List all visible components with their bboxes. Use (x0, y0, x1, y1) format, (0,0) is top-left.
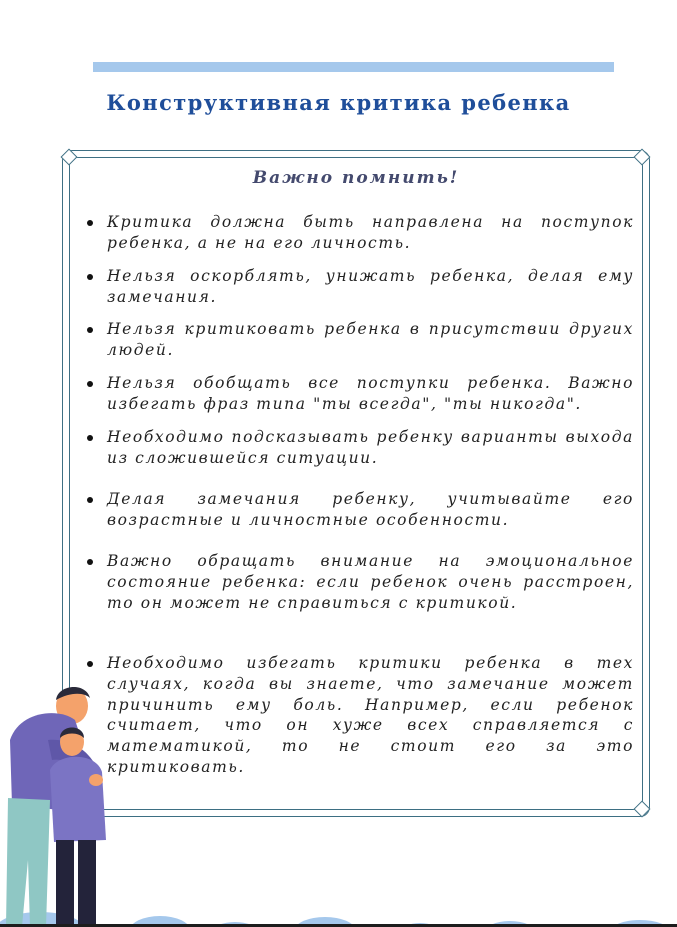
list-item (87, 373, 634, 415)
list-item (87, 266, 634, 308)
list-item-text: Нельзя оскорблять, унижать ребенка, делая ему замечания. (107, 267, 634, 306)
bullet-icon (87, 559, 93, 565)
bullet-icon (87, 381, 93, 387)
page-title: Конструктивная критика ребенка (106, 90, 571, 115)
title-accent-bar (93, 62, 614, 72)
list-item-text: Необходимо избегать критики ребенка в тех случаях, когда вы знаете, что замечание может причинить ему боль. Например, если ребенок считает, что он хуже всех справляется с математикой, то не стоит его за это критиковать. (107, 654, 634, 776)
list-item-text: Критика должна быть направлена на поступок ребенка, а не на его личность. (107, 213, 634, 252)
bullet-icon (87, 435, 93, 441)
list-item (87, 427, 634, 469)
list-item (87, 551, 634, 613)
bullet-icon (87, 497, 93, 503)
list-item-text: Делая замечания ребенку, учитывайте его возрастные и личностные особенности. (107, 490, 634, 529)
card-subtitle: Важно помнить! (252, 168, 460, 188)
bullet-icon (87, 220, 93, 226)
bullet-icon (87, 274, 93, 280)
list-item-text: Необходимо подсказывать ребенку варианты выхода из сложившейся ситуации. (107, 428, 634, 467)
bullet-icon (87, 661, 93, 667)
list-item (87, 653, 634, 778)
bullet-icon (87, 327, 93, 333)
list-item (87, 212, 634, 254)
list-item (87, 489, 634, 531)
list-item (87, 319, 634, 361)
parent-hugging-child-illustration (0, 680, 120, 927)
list-item-text: Нельзя критиковать ребенка в присутствии других людей. (107, 320, 634, 359)
list-item-text: Важно обращать внимание на эмоциональное состояние ребенка: если ребенок очень расстроен, то он может не справиться с критикой. (107, 552, 634, 612)
list-item-text: Нельзя обобщать все поступки ребенка. Важно избегать фраз типа "ты всегда", "ты никогда". (107, 374, 634, 413)
